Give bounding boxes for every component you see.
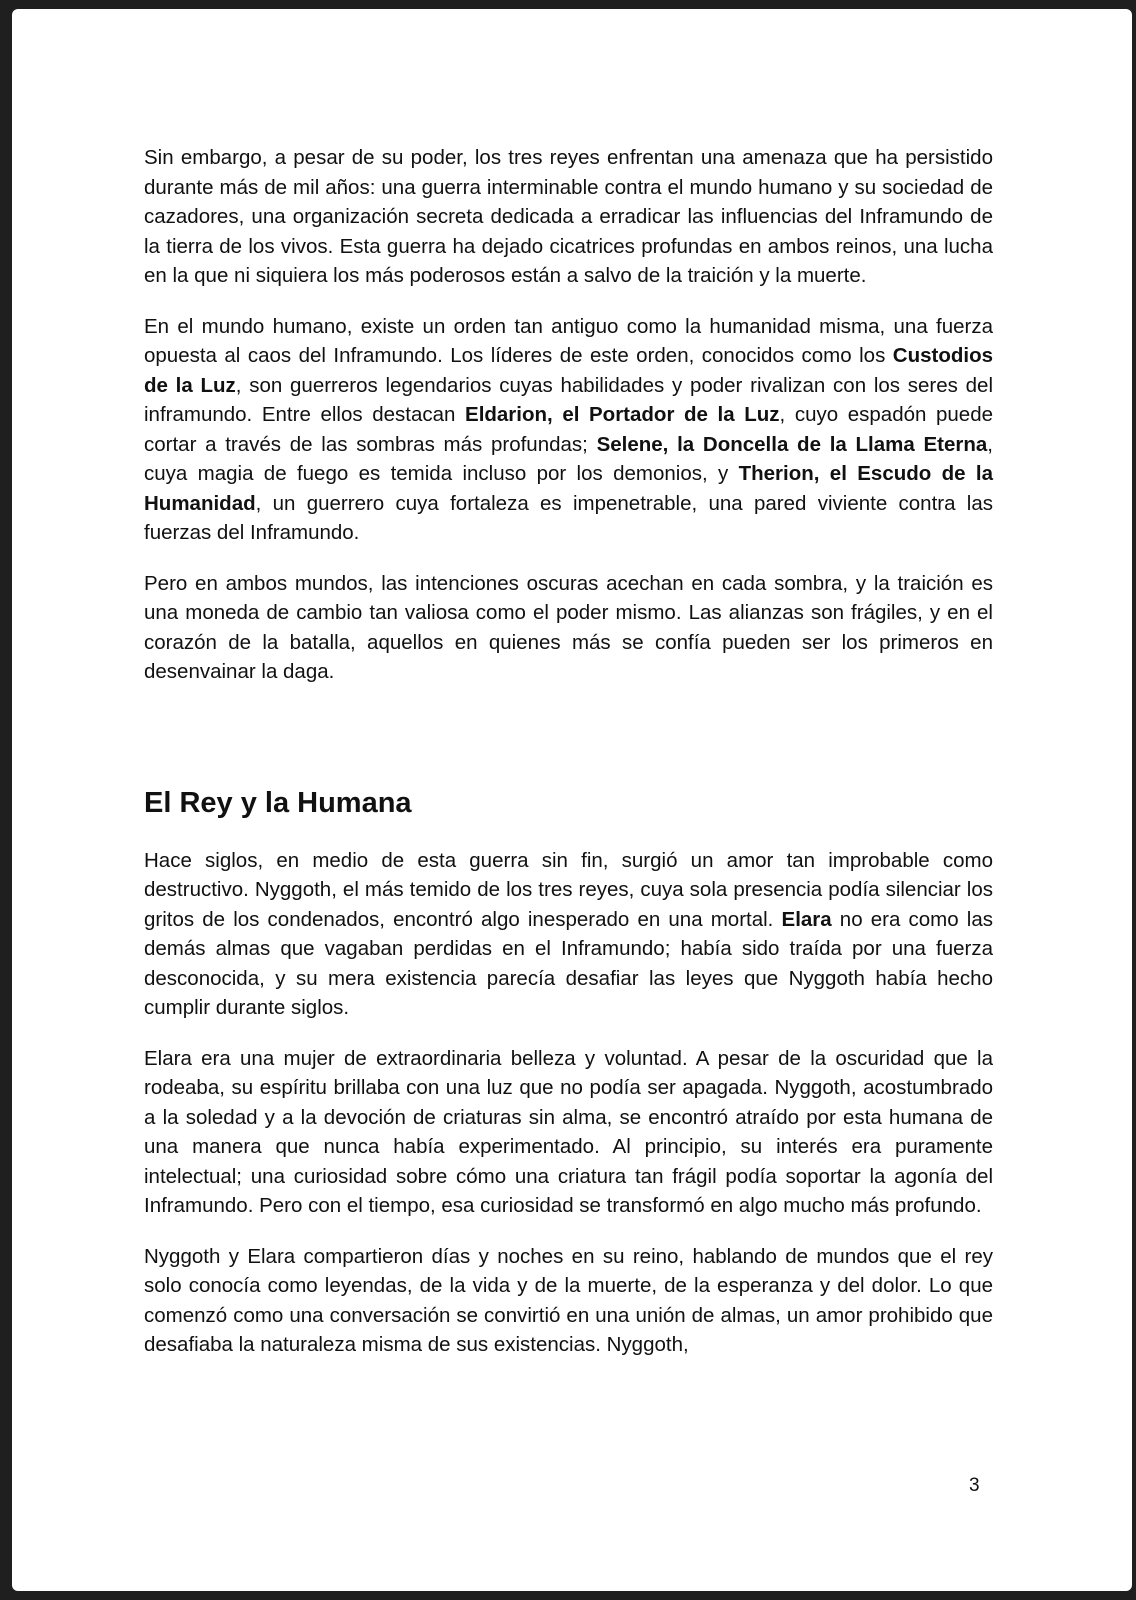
document-page [12,9,1132,1591]
paragraph-3: Pero en ambos mundos, las intenciones oscuras acechan en cada sombra, y la traición es una moneda de cambio tan valiosa como el poder mismo. Las alianzas son frágiles, y en el corazón de la batalla, aquellos en quienes más se confía pueden ser los primeros en desenvainar la daga. [144,571,993,683]
eldarion-name: Eldarion, el Portador de la Luz [465,403,780,426]
section-heading: El Rey y la Humana [144,786,412,819]
paragraph-1: Sin embargo, a pesar de su poder, los tres reyes enfrentan una amenaza que ha persistido durante más de mil años: una guerra interminable contra el mundo humano y su sociedad de cazadores, una organización secreta dedicada a erradicar las influencias del Inframundo de la tierra de los vivos. Esta guerra ha dejado cicatrices profundas en ambos reinos, una lucha en la que ni siquiera los más poderosos están a salvo de la traición y la muerte. [144,146,993,287]
page-number: 3 [969,1475,980,1496]
paragraph-2-text-2: , son guerreros legendarios cuyas habilidades y poder rivalizan con los seres del inframundo. Entre ellos destacan [144,373,993,426]
paragraph-4-text-2: no era como las demás almas que vagaban perdidas en el Inframundo; había sido traída por una fuerza desconocida, y su mera existencia parecía desafiar las leyes que Nyggoth había hecho cumplir durante siglos. [144,907,993,1019]
elara-name: Elara [781,907,832,931]
paragraph-6: Nyggoth y Elara compartieron días y noches en su reino, hablando de mundos que el rey solo conocía como leyendas, de la vida y de la muerte, de la esperanza y del dolor. Lo que comenzó como una conversación se convirtió en una unión de almas, un amor prohibido que desafiaba la naturaleza misma de sus existencias. Nyggoth, [144,1244,993,1356]
paragraph-2-text-3: , cuyo espadón puede cortar a través de las sombras más profundas; [144,403,993,456]
therion-name: Therion, el Escudo de la Humanidad [144,462,993,515]
paragraph-2 [144,312,993,548]
paragraph-4 [144,846,993,1023]
custodios-de-la-luz: Custodios de la Luz [144,344,993,397]
paragraph-2-text-1: En el mundo humano, existe un orden tan antiguo como la humanidad misma, una fuerza opuesta al caos del Inframundo. Los líderes de este orden, conocidos como los [144,314,993,367]
paragraph-5: Elara era una mujer de extraordinaria belleza y voluntad. A pesar de la oscuridad que la rodeaba, su espíritu brillaba con una luz que no podía ser apagada. Nyggoth, acostumbrado a la soledad y a la devoción de criaturas sin alma, se encontró atraído por esta humana de una manera que nunca había experimentado. Al principio, su interés era puramente intelectual; una curiosidad sobre cómo una criatura tan frágil podía soportar la agonía del Inframundo. Pero con el tiempo, esa curiosidad se transformó en algo mucho más profundo. [144,1046,993,1217]
page-content [144,143,993,1381]
paragraph-2-text-4: , cuya magia de fuego es temida incluso por los demonios, y [144,432,993,485]
paragraph-4-text-1: Hace siglos, en medio de esta guerra sin fin, surgió un amor tan improbable como destructivo. Nyggoth, el más temido de los tres reyes, cuya sola presencia podía silenciar los gritos de los condenados, encontró algo inesperado en una mortal. [144,848,993,931]
selene-name: Selene, la Doncella de la Llama Eterna [596,432,988,456]
paragraph-2-text-5: , un guerrero cuya fortaleza es impenetrable, una pared viviente contra las fuerzas del Inframundo. [144,491,993,544]
